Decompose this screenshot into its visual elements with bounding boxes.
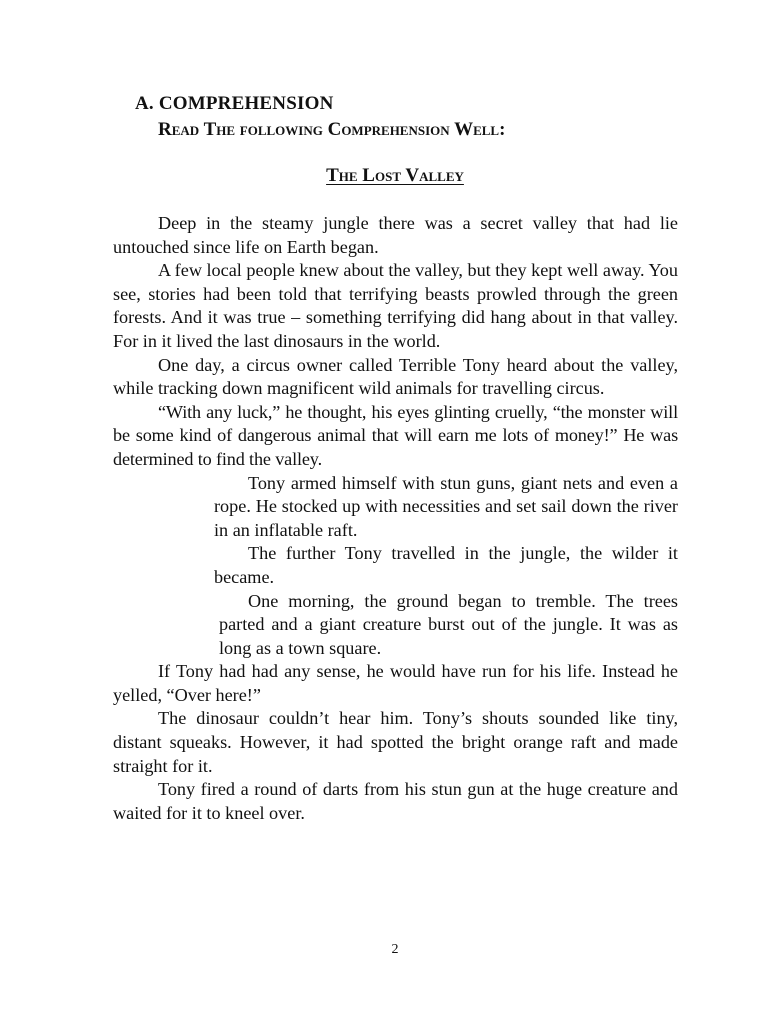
paragraph: “With any luck,” he thought, his eyes glinting cruelly, “the monster will be some kind of dangerous animal that will earn me lots of money!” He was determined to find the valley. xyxy=(113,401,678,469)
paragraph: The dinosaur couldn’t hear him. Tony’s shouts sounded like tiny, distant squeaks. However, it had spotted the bright orange raft and made straight for it. xyxy=(113,708,678,776)
paragraph: One morning, the ground began to tremble. The trees parted and a giant creature burst out of the jungle. It was as long as a town square. xyxy=(219,590,678,658)
indented-passage xyxy=(214,472,678,590)
paragraph: Tony fired a round of darts from his stun gun at the huge creature and waited for it to kneel over. xyxy=(113,779,678,823)
paragraph: A few local people knew about the valley, but they kept well away. You see, stories had been told that terrifying beasts prowled through the green forests. And it was true – something terrifying did hang about in that valley. For in it lived the last dinosaurs in the world. xyxy=(113,260,678,351)
story-body xyxy=(113,212,678,825)
paragraph: Deep in the steamy jungle there was a secret valley that had lie untouched since life on Earth began. xyxy=(113,213,678,257)
paragraph: If Tony had had any sense, he would have run for his life. Instead he yelled, “Over here!” xyxy=(113,661,678,705)
indented-passage xyxy=(219,590,678,661)
section-heading: A. COMPREHENSION xyxy=(135,93,334,114)
page-number: 2 xyxy=(391,942,399,957)
paragraph: One day, a circus owner called Terrible Tony heard about the valley, while tracking down magnificent wild animals for travelling circus. xyxy=(113,354,678,399)
paragraph: The further Tony travelled in the jungle, the wilder it became. xyxy=(214,543,678,587)
story-title xyxy=(0,164,768,188)
paragraph: Tony armed himself with stun guns, giant nets and even a rope. He stocked up with necessities and set sail down the river in an inflatable raft. xyxy=(214,472,678,540)
story-title-text: The Lost Valley xyxy=(326,165,464,186)
instruction-text: Read The following Comprehension Well: xyxy=(158,119,506,140)
